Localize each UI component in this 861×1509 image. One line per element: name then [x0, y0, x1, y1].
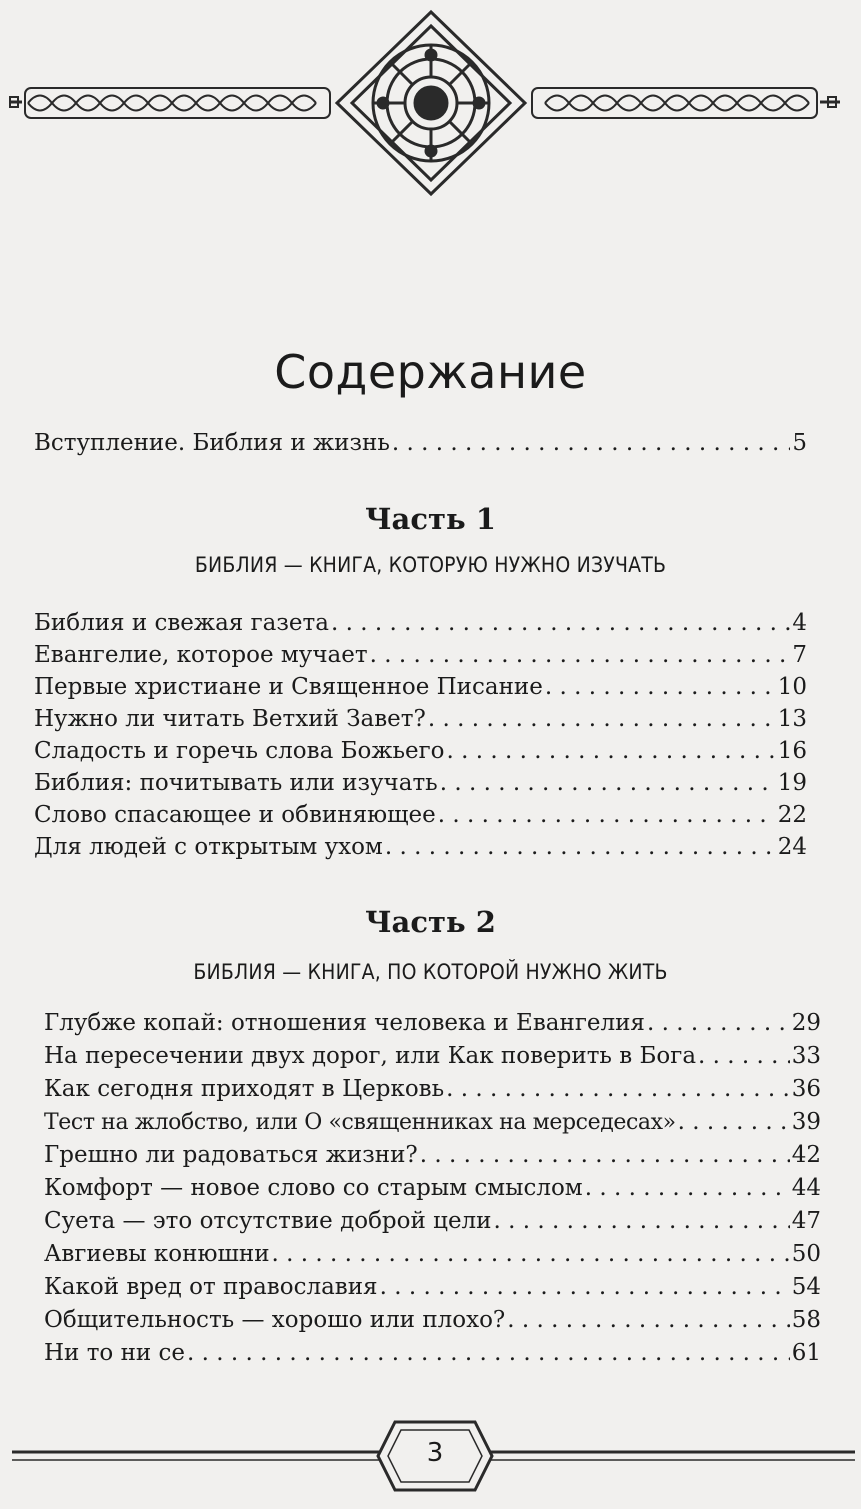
leader-dots	[187, 1338, 790, 1368]
leader-dots	[438, 800, 776, 830]
toc-entry-title: Слово спасающее и обвиняющее	[34, 802, 436, 828]
toc-entry-page: 4	[792, 610, 807, 636]
leader-dots	[585, 1173, 790, 1203]
leader-dots	[447, 736, 776, 766]
toc-entry-title: Евангелие, которое мучает	[34, 642, 368, 668]
leader-dots	[494, 1206, 790, 1236]
toc-entry[interactable]	[34, 800, 807, 830]
toc-entry-title: Авгиевы конюшни	[44, 1241, 270, 1267]
toc-entry-page: 10	[777, 674, 807, 700]
toc-entry-title: Общительность — хорошо или плохо?	[44, 1307, 506, 1333]
leader-dots	[446, 1074, 790, 1104]
part-2-label: Часть 2	[365, 905, 496, 939]
page-title: Содержание	[274, 345, 587, 399]
toc-entry-page: 24	[777, 834, 807, 860]
toc-entry-page: 16	[777, 738, 807, 764]
part-1-subtitle: БИБЛИЯ — КНИГА, КОТОРУЮ НУЖНО ИЗУЧАТЬ	[194, 553, 667, 577]
toc-entry[interactable]	[44, 1272, 821, 1302]
toc-entry[interactable]	[34, 832, 807, 862]
right-braid	[532, 88, 817, 118]
toc-entry-page: 36	[791, 1076, 821, 1102]
toc-entry-title: Тест на жлобство, или О «священниках на мерседесах»	[44, 1110, 676, 1135]
toc-entry-page: 47	[791, 1208, 821, 1234]
toc-entry-title: Вступление. Библия и жизнь	[34, 430, 390, 456]
toc-entry[interactable]	[44, 1074, 821, 1104]
toc-entry-title: Сладость и горечь слова Божьего	[34, 738, 445, 764]
leader-dots	[698, 1041, 790, 1071]
top-ornament	[0, 0, 861, 200]
toc-entry[interactable]	[44, 1008, 821, 1038]
toc-entry[interactable]	[44, 1305, 821, 1335]
left-braid	[25, 88, 330, 118]
toc-entry-title: Глубже копай: отношения человека и Евангелия	[44, 1010, 645, 1036]
toc-entry-page: 22	[777, 802, 807, 828]
toc-entry-intro[interactable]	[34, 428, 807, 458]
toc-entry-title: На пересечении двух дорог, или Как поверить в Бога	[44, 1043, 697, 1069]
toc-entry-title: Какой вред от православия	[44, 1274, 378, 1300]
toc-entry-page: 54	[791, 1274, 821, 1300]
leader-dots	[331, 608, 790, 638]
toc-entry-page: 7	[792, 642, 807, 668]
toc-entry-page: 13	[777, 706, 807, 732]
toc-entry[interactable]	[44, 1041, 821, 1071]
toc-entry-title: Грешно ли радоваться жизни?	[44, 1142, 418, 1168]
leader-dots	[678, 1107, 790, 1137]
part-1-label: Часть 1	[365, 502, 496, 536]
toc-entry[interactable]	[44, 1173, 821, 1203]
leader-dots	[428, 704, 776, 734]
leader-dots	[420, 1140, 790, 1170]
leader-dots	[380, 1272, 790, 1302]
leader-dots	[385, 832, 776, 862]
toc-entry[interactable]	[34, 736, 807, 766]
toc-entry-title: Для людей с открытым ухом	[34, 834, 383, 860]
toc-entry-title: Библия: почитывать или изучать	[34, 770, 438, 796]
mandala-medallion	[337, 12, 525, 194]
toc-entry-page: 39	[791, 1109, 821, 1135]
toc-entry-title: Суета — это отсутствие доброй цели	[44, 1208, 492, 1234]
toc-entry[interactable]	[34, 768, 807, 798]
toc-entry[interactable]	[44, 1239, 821, 1269]
toc-entry-title: Комфорт — новое слово со старым смыслом	[44, 1175, 583, 1201]
leader-dots	[392, 428, 791, 458]
toc-entry[interactable]	[34, 704, 807, 734]
page-number: 3	[426, 1438, 444, 1468]
toc-entry[interactable]	[44, 1206, 821, 1236]
toc-entry-page: 50	[791, 1241, 821, 1267]
toc-entry-page: 61	[791, 1340, 821, 1366]
toc-entry[interactable]	[44, 1107, 821, 1138]
toc-entry-title: Первые христиане и Священное Писание	[34, 674, 543, 700]
toc-entry-page: 19	[777, 770, 807, 796]
toc-entry-page: 58	[791, 1307, 821, 1333]
toc-entry-page: 5	[792, 430, 807, 456]
toc-entry[interactable]	[34, 672, 807, 702]
leader-dots	[440, 768, 776, 798]
toc-entry-page: 42	[791, 1142, 821, 1168]
toc-entry-page: 33	[791, 1043, 821, 1069]
toc-entry-title: Как сегодня приходят в Церковь	[44, 1076, 445, 1102]
toc-entry-title: Ни то ни се	[44, 1340, 186, 1366]
leader-dots	[272, 1239, 790, 1269]
toc-entry-title: Библия и свежая газета	[34, 610, 329, 636]
toc-entry-page: 44	[791, 1175, 821, 1201]
toc-entry-title: Нужно ли читать Ветхий Завет?	[34, 706, 426, 732]
toc-entry-page: 29	[791, 1010, 821, 1036]
part-2-subtitle: БИБЛИЯ — КНИГА, ПО КОТОРОЙ НУЖНО ЖИТЬ	[193, 960, 668, 984]
toc-entry[interactable]	[44, 1338, 821, 1368]
leader-dots	[507, 1305, 789, 1335]
leader-dots	[647, 1008, 790, 1038]
leader-dots	[370, 640, 791, 670]
leader-dots	[545, 672, 776, 702]
toc-entry[interactable]	[34, 608, 807, 638]
toc-entry[interactable]	[44, 1140, 821, 1170]
toc-entry[interactable]	[34, 640, 807, 670]
